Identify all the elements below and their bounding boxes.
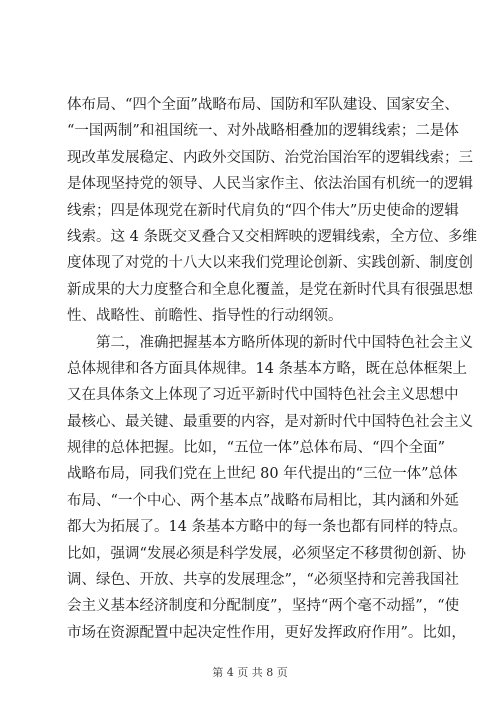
text-line: 体布局、“四个全面”战略布局、国防和军队建设、国家安全、 [67,97,459,113]
page-footer: 第 4 页 共 8 页 [212,666,288,679]
text-line: 市场在资源配置中起决定性作用，更好发挥政府作用”。比如， [67,624,466,641]
text-line: 是体现坚持党的领导、人民当家作主、依法治国有机统一的逻辑 [67,176,473,193]
text-line: 第二，准确把握基本方略所体现的新时代中国特色社会主义 [67,334,473,351]
text-line: 会主义基本经济制度和分配制度”，坚持“两个毫不动摇”，“使 [67,598,460,615]
text-line: 都大为拓展了。14 条基本方略中的每一条也都有同样的特点。 [67,519,468,536]
text-line: 线索。这 4 条既交叉叠合又交相辉映的逻辑线索，全方位、多维 [67,228,477,245]
text-line: 战略布局，同我们党在上世纪 80 年代提出的“三位一体”总体 [67,466,458,483]
text-line: 调、绿色、开放、共享的发展理念”，“必须坚持和完善我国社 [67,572,459,589]
text-line: 现改革发展稳定、内政外交国防、治党治国治军的逻辑线索；三 [67,149,473,166]
text-line: “一国两制”和祖国统一、对外战略相叠加的逻辑线索；二是体 [67,123,459,140]
text-line: 总体规律和各方面具体规律。14 条基本方略，既在总体框架上 [67,360,468,377]
text-line: 规律的总体把握。比如，“五位一体”总体布局、“四个全面” [67,440,445,457]
text-line: 线索；四是体现党在新时代肩负的“四个伟大”历史使命的逻辑 [67,202,459,219]
body-text [67,92,477,646]
text-line: 度体现了对党的十八大以来我们党理论创新、实践创新、制度创 [67,255,473,272]
text-line: 又在具体条文上体现了习近平新时代中国特色社会主义思想中 [67,387,459,404]
paragraph-1 [67,92,477,330]
text-line: 布局、“一个中心、两个基本点”战略布局相比，其内涵和外延 [67,492,459,509]
text-line: 最核心、最关键、最重要的内容，是对新时代中国特色社会主义 [67,413,473,430]
paragraph-2 [67,330,473,647]
text-line: 性、战略性、前瞻性、指导性的行动纲领。 [67,308,343,325]
text-line: 新成果的大力度整合和全息化覆盖，是党在新时代具有很强思想 [67,281,473,298]
text-line: 比如，强调“发展必须是科学发展，必须坚定不移贯彻创新、协 [67,545,466,562]
